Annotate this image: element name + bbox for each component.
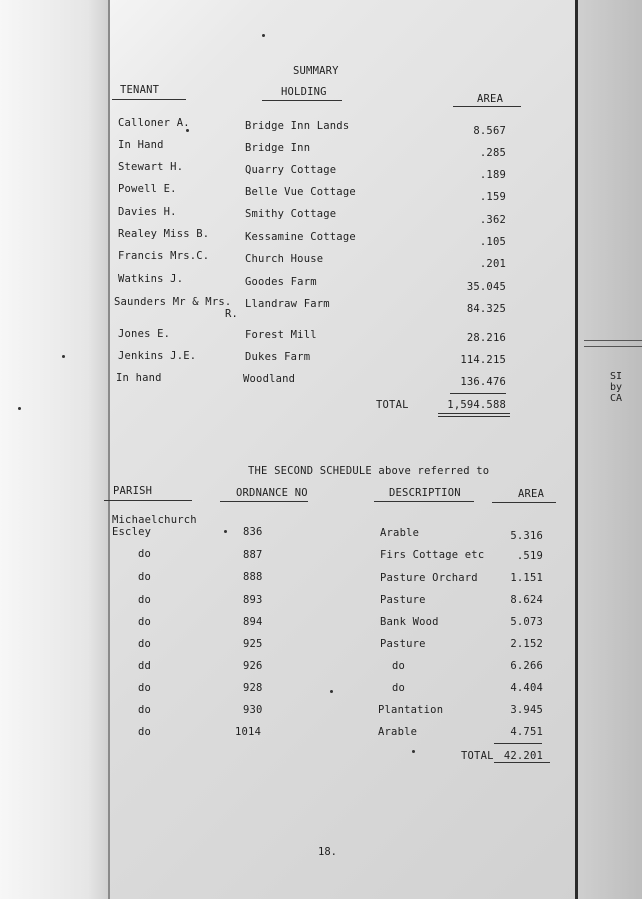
summary-area-10: 28.216 <box>466 332 506 344</box>
schedule-parish-1-line2: Escley <box>112 526 152 538</box>
summary-holding-10: Forest Mill <box>245 329 317 341</box>
summary-tenant-8: Watkins J. <box>118 273 184 285</box>
schedule-parish-10: do <box>138 726 152 738</box>
schedule-description-9: Plantation <box>378 704 444 716</box>
schedule-parish-2: do <box>138 548 152 560</box>
summary-tenant-2: In Hand <box>118 139 164 151</box>
summary-holding-8: Goodes Farm <box>245 276 317 288</box>
schedule-parish-3: do <box>138 571 152 583</box>
schedule-header-area: AREA <box>518 488 545 500</box>
summary-header-area: AREA <box>477 93 504 105</box>
schedule-ordnance-1: 836 <box>243 526 263 538</box>
summary-tenant-6: Realey Miss B. <box>118 228 210 240</box>
summary-header-tenant: TENANT <box>120 84 160 96</box>
summary-holding-12: Woodland <box>243 373 296 385</box>
summary-area-1: 8.567 <box>473 125 506 137</box>
schedule-ordnance-6: 925 <box>243 638 263 650</box>
schedule-area-4: 8.624 <box>510 594 543 606</box>
schedule-description-5: Bank Wood <box>380 616 439 628</box>
summary-tenant-11: Jenkins J.E. <box>118 350 197 362</box>
summary-tenant-1: Calloner A. <box>118 117 190 129</box>
summary-area-2: .285 <box>479 147 506 159</box>
margin-text-3: CA <box>610 393 623 404</box>
schedule-total-label: TOTAL <box>461 750 494 762</box>
summary-area-3: .189 <box>479 169 506 181</box>
schedule-title: THE SECOND SCHEDULE above referred to <box>248 465 490 477</box>
schedule-ordnance-8: 928 <box>243 682 263 694</box>
summary-total-value: 1,594.588 <box>447 399 506 411</box>
schedule-ordnance-4: 893 <box>243 594 263 606</box>
schedule-description-3: Pasture Orchard <box>380 572 478 584</box>
summary-area-7: .201 <box>479 258 506 270</box>
schedule-area-8: 4.404 <box>510 682 543 694</box>
schedule-area-7: 6.266 <box>510 660 543 672</box>
summary-tenant-9: Saunders Mr & Mrs. <box>114 296 232 308</box>
schedule-parish-1: Michaelchurch <box>112 514 197 526</box>
summary-tenant-4: Powell E. <box>118 183 177 195</box>
adjacent-sheet <box>578 0 642 899</box>
schedule-parish-5: do <box>138 616 152 628</box>
summary-tenant-12: In hand <box>116 372 162 384</box>
summary-area-4: .159 <box>479 191 506 203</box>
schedule-description-10: Arable <box>378 726 418 738</box>
schedule-description-2: Firs Cottage etc <box>380 549 485 561</box>
summary-holding-4: Belle Vue Cottage <box>245 186 356 198</box>
schedule-ordnance-3: 888 <box>243 571 263 583</box>
page-number: 18. <box>318 846 337 858</box>
schedule-ordnance-10: 1014 <box>235 726 262 738</box>
schedule-description-6: Pasture <box>380 638 426 650</box>
schedule-area-2: .519 <box>516 550 543 562</box>
summary-area-9: 84.325 <box>466 303 506 315</box>
schedule-area-9: 3.945 <box>510 704 543 716</box>
summary-holding-2: Bridge Inn <box>245 142 311 154</box>
schedule-area-6: 2.152 <box>510 638 543 650</box>
schedule-ordnance-7: 926 <box>243 660 263 672</box>
summary-holding-7: Church House <box>245 253 324 265</box>
schedule-description-8: do <box>392 682 406 694</box>
summary-header-holding: HOLDING <box>281 86 327 98</box>
schedule-parish-7: dd <box>138 660 152 672</box>
summary-area-11: 114.215 <box>460 354 506 366</box>
margin-text-1: SI <box>610 371 623 382</box>
schedule-description-4: Pasture <box>380 594 426 606</box>
schedule-description-1: Arable <box>380 527 420 539</box>
schedule-total-value: 42.201 <box>503 750 543 762</box>
schedule-parish-6: do <box>138 638 152 650</box>
schedule-parish-9: do <box>138 704 152 716</box>
schedule-area-3: 1.151 <box>510 572 543 584</box>
summary-tenant-3: Stewart H. <box>118 161 184 173</box>
summary-area-6: .105 <box>479 236 506 248</box>
schedule-header-parish: PARISH <box>113 485 153 497</box>
summary-holding-9: Llandraw Farm <box>245 298 330 310</box>
summary-area-8: 35.045 <box>466 281 506 293</box>
margin-text-2: by <box>610 382 623 393</box>
schedule-header-description: DESCRIPTION <box>389 487 461 499</box>
schedule-ordnance-2: 887 <box>243 549 263 561</box>
summary-area-12: 136.476 <box>460 376 506 388</box>
schedule-header-ordnance: ORDNANCE NO <box>236 487 308 499</box>
summary-holding-11: Dukes Farm <box>245 351 311 363</box>
summary-holding-1: Bridge Inn Lands <box>245 120 350 132</box>
summary-total-label: TOTAL <box>376 399 409 411</box>
schedule-area-10: 4.751 <box>510 726 543 738</box>
summary-tenant-9-line2: R. <box>225 308 239 320</box>
summary-tenant-10: Jones E. <box>118 328 171 340</box>
summary-tenant-7: Francis Mrs.C. <box>118 250 210 262</box>
schedule-ordnance-9: 930 <box>243 704 263 716</box>
summary-holding-3: Quarry Cottage <box>245 164 337 176</box>
schedule-area-1: 5.316 <box>510 530 543 542</box>
summary-area-5: .362 <box>479 214 506 226</box>
summary-holding-6: Kessamine Cottage <box>245 231 356 243</box>
schedule-parish-4: do <box>138 594 152 606</box>
schedule-area-5: 5.073 <box>510 616 543 628</box>
binding-shadow <box>0 0 110 899</box>
summary-holding-5: Smithy Cottage <box>245 208 337 220</box>
summary-title: SUMMARY <box>293 65 339 77</box>
schedule-description-7: do <box>392 660 406 672</box>
schedule-ordnance-5: 894 <box>243 616 263 628</box>
schedule-parish-8: do <box>138 682 152 694</box>
summary-tenant-5: Davies H. <box>118 206 177 218</box>
